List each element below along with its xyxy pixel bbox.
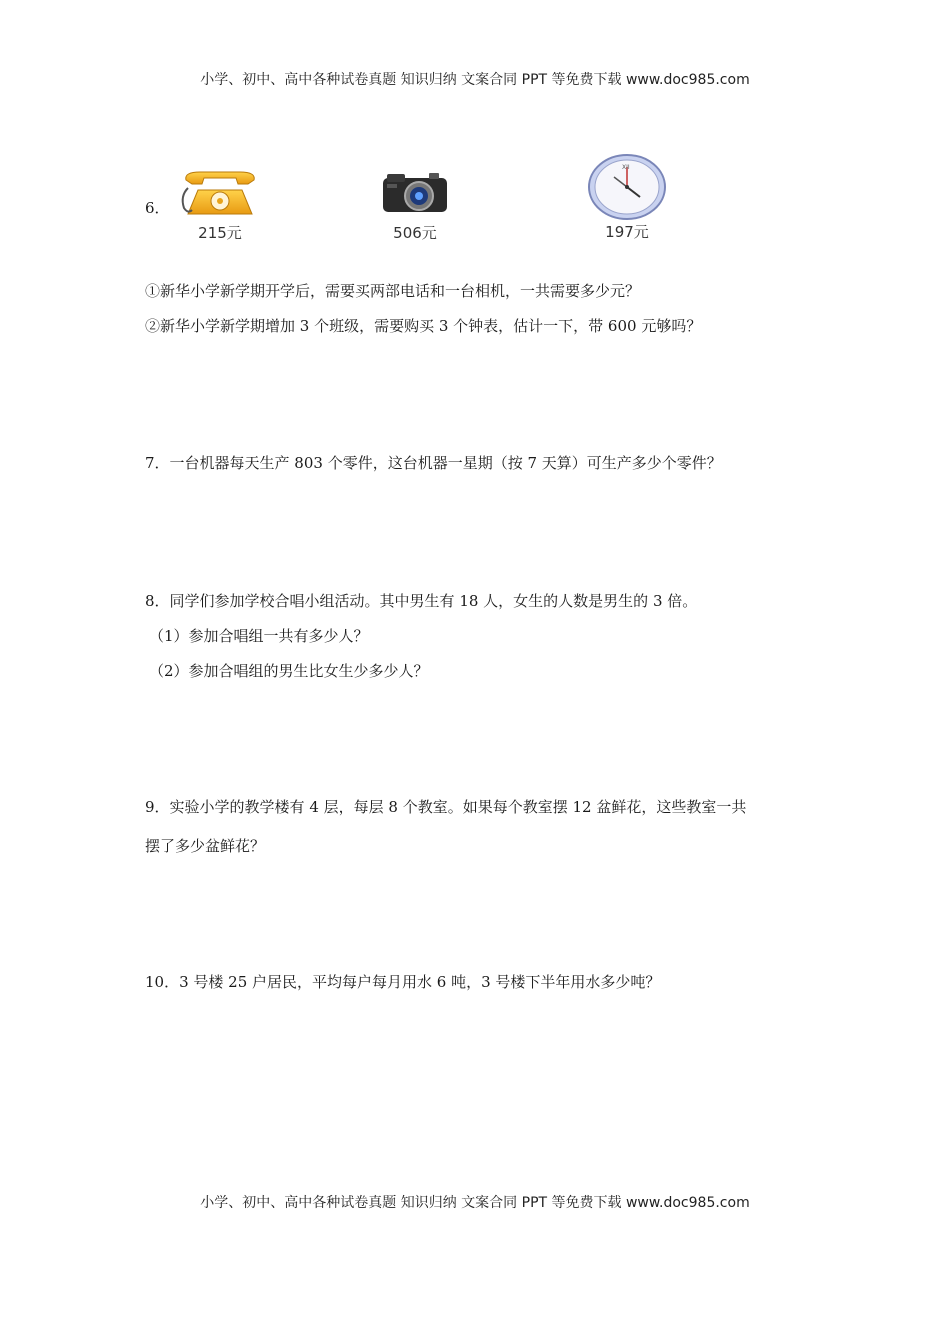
question-7: 7．一台机器每天生产 803 个零件，这台机器一星期（按 7 天算）可生产多少个零件？ <box>145 454 722 472</box>
clock-icon <box>584 153 670 223</box>
svg-text:XII: XII <box>622 164 630 171</box>
question-10: 10．3 号楼 25 户居民，平均每户每月用水 6 吨，3 号楼下半年用水多少吨？ <box>145 973 661 991</box>
question-8-part-1: （1）参加合唱组一共有多少人？ <box>149 627 369 645</box>
product-camera <box>370 168 460 243</box>
product-telephone <box>170 168 270 243</box>
page-footer: 小学、初中、高中各种试卷真题 知识归纳 文案合同 PPT 等免费下载 www.doc985.com <box>200 1195 750 1211</box>
question-8: 8．同学们参加学校合唱小组活动。其中男生有 18 人，女生的人数是男生的 3 倍。 <box>145 592 698 610</box>
telephone-icon <box>178 168 262 218</box>
camera-icon <box>377 168 453 218</box>
question-9-line-1: 9．实验小学的教学楼有 4 层，每层 8 个教室。如果每个教室摆 12 盆鲜花，这些教室一共 <box>145 798 747 816</box>
camera-price: 506元 <box>393 224 437 242</box>
clock-price: 197元 <box>605 223 649 241</box>
page-header: 小学、初中、高中各种试卷真题 知识归纳 文案合同 PPT 等免费下载 www.doc985.com <box>200 72 750 88</box>
question-6-part-1: ①新华小学新学期开学后，需要买两部电话和一台相机，一共需要多少元？ <box>145 282 641 300</box>
question-6-part-2: ②新华小学新学期增加 3 个班级，需要购买 3 个钟表，估计一下，带 600 元够吗？ <box>145 317 702 335</box>
question-8-part-2: （2）参加合唱组的男生比女生少多少人？ <box>149 662 429 680</box>
question-9-line-2: 摆了多少盆鲜花？ <box>145 837 266 855</box>
product-clock <box>582 153 672 242</box>
question-6-number: 6． <box>145 199 170 217</box>
telephone-price: 215元 <box>198 224 242 242</box>
